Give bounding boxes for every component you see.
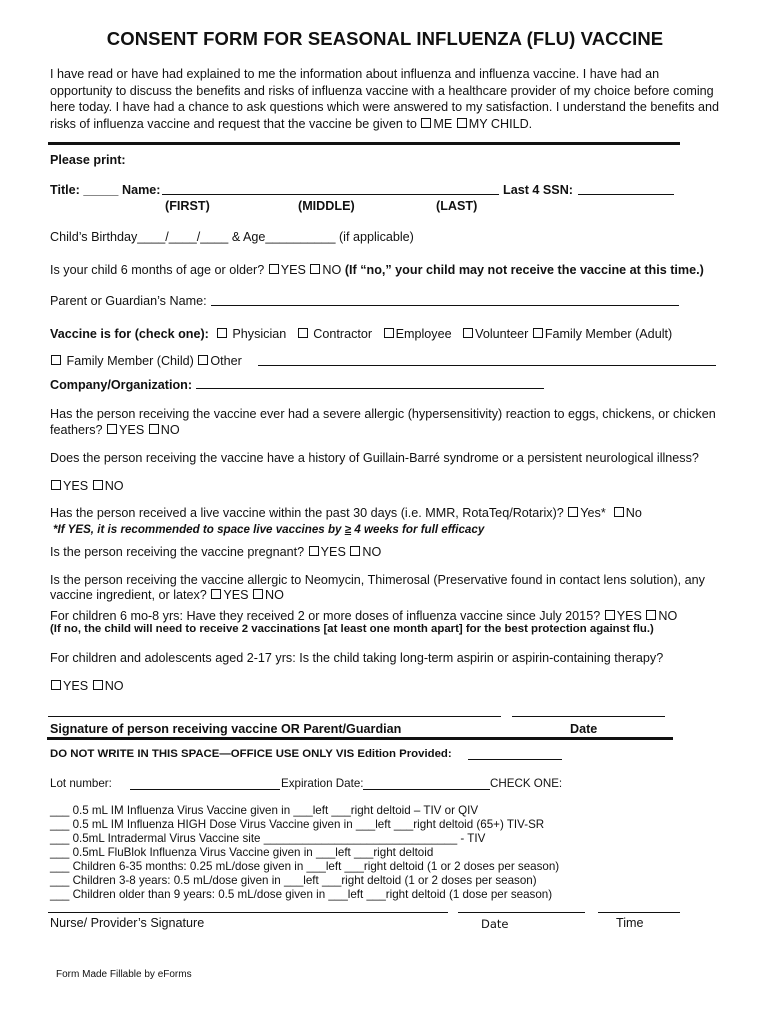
age-no-label: NO xyxy=(322,263,342,277)
office-option[interactable]: ___ 0.5 mL IM Influenza HIGH Dose Virus Vaccine given in ___left ___right deltoid (65+) TIV-SR xyxy=(50,818,545,831)
option-family-child: Family Member (Child) xyxy=(66,354,194,368)
age-warning: (If “no,” your child may not receive the vaccine at this time.) xyxy=(344,263,704,277)
label-my-child: MY CHILD. xyxy=(468,117,533,131)
company-label: Company/Organization: xyxy=(50,378,193,392)
signature-field[interactable] xyxy=(48,716,501,717)
intro-line-2: opportunity to discuss the benefits and risks of influenza vaccine with a healthcare provider of my choice before coming xyxy=(50,84,714,98)
age-question-row xyxy=(50,262,704,279)
lot-field[interactable] xyxy=(130,789,280,790)
office-option[interactable]: ___ Children 6-35 months: 0.25 mL/dose given in ___left ___right deltoid (1 or 2 doses per season) xyxy=(50,860,560,873)
vaccine-for-row-2 xyxy=(50,353,242,370)
checkbox-egg-yes[interactable] xyxy=(107,424,117,434)
aspirin-question: For children and adolescents aged 2-17 yrs: Is the child taking long-term aspirin or aspirin-containing therapy? xyxy=(50,651,664,665)
office-option[interactable]: ___ Children older than 9 years: 0.5 mL/dose given in ___left ___right deltoid (1 dose per season) xyxy=(50,888,553,901)
checkbox-age-no[interactable] xyxy=(310,264,320,274)
guardian-label: Parent or Guardian’s Name: xyxy=(50,294,207,308)
checkbox-my-child[interactable] xyxy=(457,118,467,128)
live-vaccine-note xyxy=(53,523,484,536)
egg-allergy-line-1: Has the person receiving the vaccine ever had a severe allergic (hypersensitivity) reaction to eggs, chickens, or chicken xyxy=(50,407,716,421)
checkbox-gbs-no[interactable] xyxy=(93,480,103,490)
guardian-name-field[interactable] xyxy=(211,305,679,306)
checkbox-pregnant-yes[interactable] xyxy=(309,546,319,556)
vaccine-for-row xyxy=(50,326,672,343)
gbs-answer-row xyxy=(50,478,124,495)
office-divider xyxy=(47,737,673,740)
checkbox-aspirin-no[interactable] xyxy=(93,680,103,690)
checkbox-live-yes[interactable] xyxy=(568,507,578,517)
checkbox-doses-yes[interactable] xyxy=(605,610,615,620)
checkbox-contractor[interactable] xyxy=(298,328,308,338)
expiration-field[interactable] xyxy=(363,789,490,790)
intro-line-4-text: risks of influenza vaccine and request that the vaccine be given to xyxy=(50,117,417,131)
nurse-time-label: Time xyxy=(616,916,644,930)
footer-note: Form Made Fillable by eForms xyxy=(56,969,192,980)
pregnant-row xyxy=(50,544,381,561)
pregnant-yes-label: YES xyxy=(320,545,346,559)
office-option[interactable]: ___ Children 3-8 years: 0.5 mL/dose given in ___left ___right deltoid (1 or 2 doses per season) xyxy=(50,874,537,887)
child-age-field[interactable]: & Age__________ xyxy=(231,230,336,244)
live-vaccine-row xyxy=(50,505,642,522)
child-birthday-row xyxy=(50,229,414,246)
nurse-date-label: Date xyxy=(481,917,509,931)
nurse-signature-label: Nurse/ Provider’s Signature xyxy=(50,916,205,930)
vis-edition-field[interactable] xyxy=(468,759,562,760)
neomycin-no-label: NO xyxy=(265,588,284,602)
child-age-note: (if applicable) xyxy=(338,230,414,244)
neomycin-text: vaccine ingredient, or latex? xyxy=(50,588,207,602)
checkbox-neomycin-yes[interactable] xyxy=(211,589,221,599)
doses-yes-label: YES xyxy=(616,609,642,623)
gbs-question: Does the person receiving the vaccine have a history of Guillain-Barré syndrome or a persistent neurological illness? xyxy=(50,451,699,465)
option-contractor: Contractor xyxy=(313,327,373,341)
live-yes-label: Yes* xyxy=(580,506,606,520)
egg-allergy-line-2 xyxy=(50,422,180,439)
checkbox-pregnant-no[interactable] xyxy=(350,546,360,556)
child-doses-text: For children 6 mo-8 yrs: Have they received 2 or more doses of influenza vaccine since July 2015? xyxy=(50,609,601,623)
option-physician: Physician xyxy=(232,327,287,341)
checkbox-doses-no[interactable] xyxy=(646,610,656,620)
nurse-signature-field[interactable] xyxy=(48,912,448,913)
gbs-yes-label: YES xyxy=(63,479,89,493)
option-volunteer: Volunteer xyxy=(475,327,529,341)
lot-label: Lot number: xyxy=(50,777,112,790)
signature-date-field[interactable] xyxy=(512,716,665,717)
checkbox-employee[interactable] xyxy=(384,328,394,338)
pregnant-text: Is the person receiving the vaccine pregnant? xyxy=(50,545,305,559)
checkbox-physician[interactable] xyxy=(217,328,227,338)
checkbox-family-adult[interactable] xyxy=(533,328,543,338)
signature-label: Signature of person receiving vaccine OR Parent/Guardian xyxy=(50,722,402,736)
option-employee: Employee xyxy=(395,327,452,341)
intro-line-3: here today. I have had a chance to ask questions which were answered to my satisfaction. I understand the benefits and xyxy=(50,100,720,114)
child-birthday-field[interactable]: Child’s Birthday____/____/____ xyxy=(50,230,229,244)
checkbox-family-child[interactable] xyxy=(51,355,61,365)
middle-name-caption: (MIDDLE) xyxy=(298,199,355,213)
aspirin-yes-label: YES xyxy=(63,679,89,693)
first-name-caption: (FIRST) xyxy=(165,199,210,213)
neomycin-yes-label: YES xyxy=(223,588,249,602)
expiration-label: Expiration Date: xyxy=(281,777,364,790)
egg-yes-label: YES xyxy=(119,423,145,437)
checkbox-egg-no[interactable] xyxy=(149,424,159,434)
checkbox-age-yes[interactable] xyxy=(269,264,279,274)
intro-line-1: I have read or have had explained to me the information about influenza and influenza vaccine. I have had an xyxy=(50,67,660,81)
ssn-label: Last 4 SSN: xyxy=(503,183,573,197)
live-note-text: *If YES, it is recommended to space live vaccines by xyxy=(53,523,342,536)
other-field[interactable] xyxy=(258,365,716,366)
aspirin-no-label: NO xyxy=(104,679,124,693)
last-name-caption: (LAST) xyxy=(436,199,478,213)
aspirin-answer-row xyxy=(50,678,124,695)
name-field[interactable] xyxy=(162,194,499,195)
checkbox-other[interactable] xyxy=(198,355,208,365)
name-label: Name: xyxy=(122,183,161,197)
child-doses-note: (If no, the child will need to receive 2 vaccinations [at least one month apart] for the best protection against flu.) xyxy=(50,623,654,635)
section-divider xyxy=(48,142,680,145)
vaccine-for-label: Vaccine is for (check one): xyxy=(50,327,209,341)
gbs-no-label: NO xyxy=(104,479,124,493)
nurse-date-field[interactable] xyxy=(458,912,585,913)
company-field[interactable] xyxy=(196,388,544,389)
label-me: ME xyxy=(433,117,453,131)
option-other: Other xyxy=(210,354,242,368)
checkbox-volunteer[interactable] xyxy=(463,328,473,338)
neomycin-line-2 xyxy=(50,587,284,604)
check-one-label: CHECK ONE: xyxy=(490,777,563,790)
office-option[interactable]: ___ 0.5 mL IM Influenza Virus Vaccine given in ___left ___right deltoid – TIV or QIV xyxy=(50,804,479,817)
checkbox-gbs-yes[interactable] xyxy=(51,480,61,490)
live-note-text-2: 4 weeks for full efficacy xyxy=(354,523,485,536)
pregnant-no-label: NO xyxy=(362,545,382,559)
neomycin-line-1: Is the person receiving the vaccine allergic to Neomycin, Thimerosal (Preservative found in contact lens solution), any xyxy=(50,573,705,587)
intro-line-4 xyxy=(50,116,532,133)
checkbox-me[interactable] xyxy=(421,118,431,128)
office-option[interactable]: ___ 0.5mL Intradermal Virus Vaccine site ______________________________ - TIV xyxy=(50,832,486,845)
signature-date-label: Date xyxy=(570,722,598,736)
egg-allergy-text: feathers? xyxy=(50,423,103,437)
egg-no-label: NO xyxy=(160,423,180,437)
option-family-adult: Family Member (Adult) xyxy=(544,327,673,341)
checkbox-live-no[interactable] xyxy=(614,507,624,517)
title-field[interactable]: Title: _____ xyxy=(50,183,119,197)
please-print-label: Please print: xyxy=(50,153,126,167)
live-note-ge: ≥ xyxy=(344,523,352,536)
ssn-field[interactable] xyxy=(578,194,674,195)
nurse-time-field[interactable] xyxy=(598,912,680,913)
form-title: CONSENT FORM FOR SEASONAL INFLUENZA (FLU) VACCINE xyxy=(106,28,664,49)
office-header: DO NOT WRITE IN THIS SPACE—OFFICE USE ONLY VIS Edition Provided: xyxy=(50,748,452,760)
live-vaccine-text: Has the person received a live vaccine within the past 30 days (i.e. MMR, RotaTeq/Rotarix)? xyxy=(50,506,564,520)
checkbox-neomycin-no[interactable] xyxy=(253,589,263,599)
checkbox-aspirin-yes[interactable] xyxy=(51,680,61,690)
office-option[interactable]: ___ 0.5mL FluBlok Influenza Virus Vaccine given in ___left ___right deltoid xyxy=(50,846,434,859)
doses-no-label: NO xyxy=(658,609,678,623)
age-yes-label: YES xyxy=(280,263,306,277)
live-no-label: No xyxy=(625,506,642,520)
age-question-text: Is your child 6 months of age or older? xyxy=(50,263,265,277)
